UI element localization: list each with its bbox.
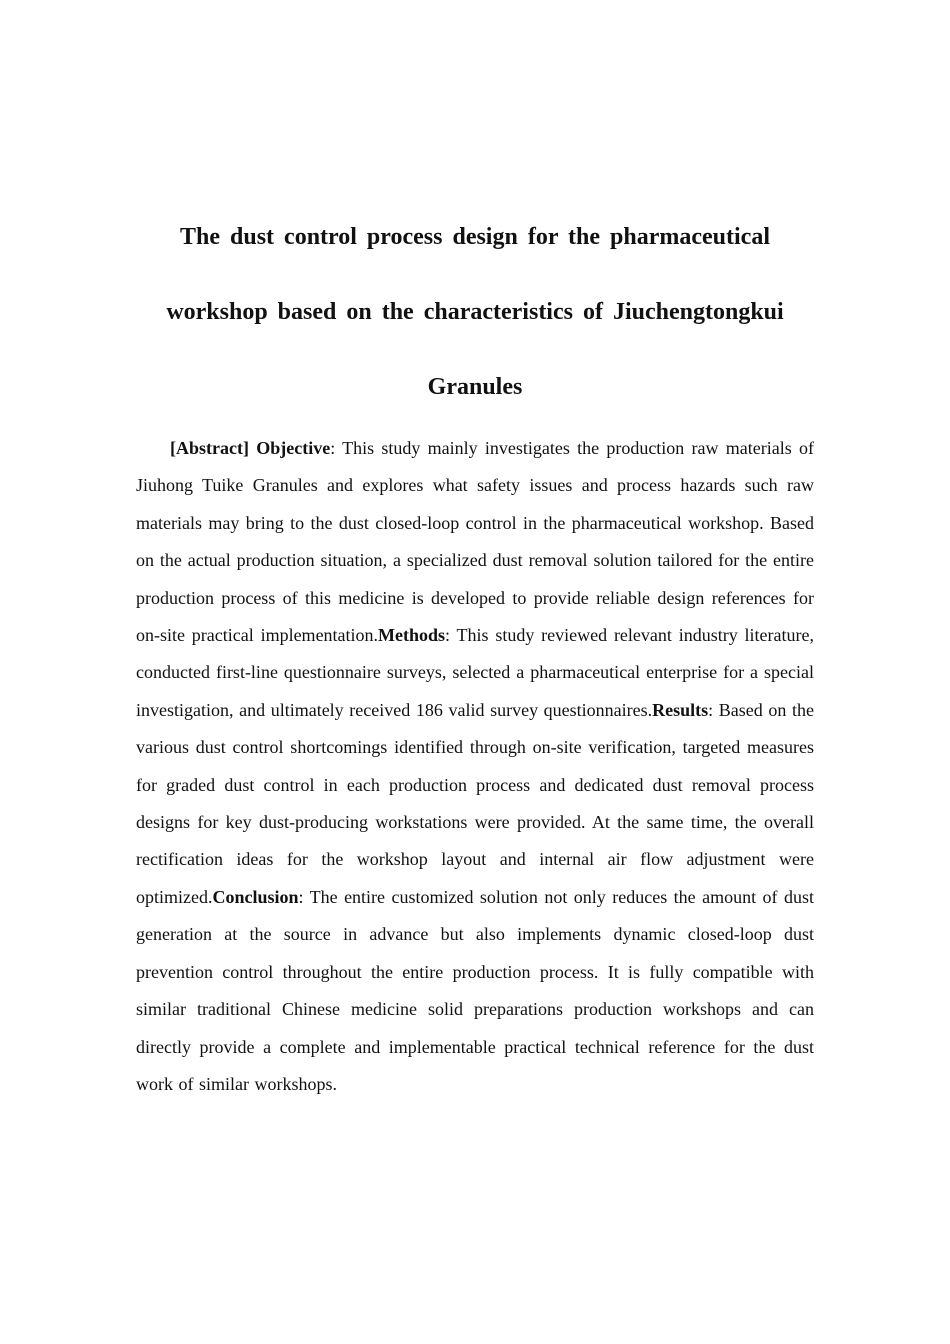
title-line-1: The dust control process design for the pharmaceutical [180,224,770,250]
objective-label: Objective [256,438,331,458]
methods-text: : This study reviewed relevant industry literature, conducted first-line questionnaire surveys, selected a pharmaceutical enterprise for a special investigation, and ultimately received 186 valid survey questionnaires. [136,625,814,720]
methods-label: Methods [378,625,446,646]
objective-text: : This study mainly investigates the production raw materials of Jiuhong Tuike Granules and explores what safety issues and process hazards such raw materials may bring to the dust closed-loop control in the pharmaceutical workshop. Based on the actual production situation, a specialized dust removal solution tailored for the entire production process of this medicine is developed to provide reliable design references for on-site practical implementation. [136,438,814,646]
results-text: : Based on the various dust control shortcomings identified through on-site verification, targeted measures for graded dust control in each production process and dedicated dust removal process designs for key dust-producing workstations were provided. At the same time, the overall rectification ideas for the workshop layout and internal air flow adjustment were optimized. [136,699,814,907]
conclusion-label: Conclusion [212,886,299,907]
results-label: Results [652,699,709,720]
title-line-2: workshop based on the characteristics of Jiuchengtongkui [166,299,784,325]
paper-title [136,200,814,425]
conclusion-text: : The entire customized solution not only reduces the amount of dust generation at the source in advance but also implements dynamic closed-loop dust prevention control throughout the entire production process. It is fully compatible with similar traditional Chinese medicine solid preparations production workshops and can directly provide a complete and implementable practical technical reference for the dust work of similar workshops. [136,886,814,1094]
abstract-paragraph [136,430,814,1103]
abstract-label: [Abstract] [170,438,249,458]
title-line-3: Granules [427,374,523,400]
